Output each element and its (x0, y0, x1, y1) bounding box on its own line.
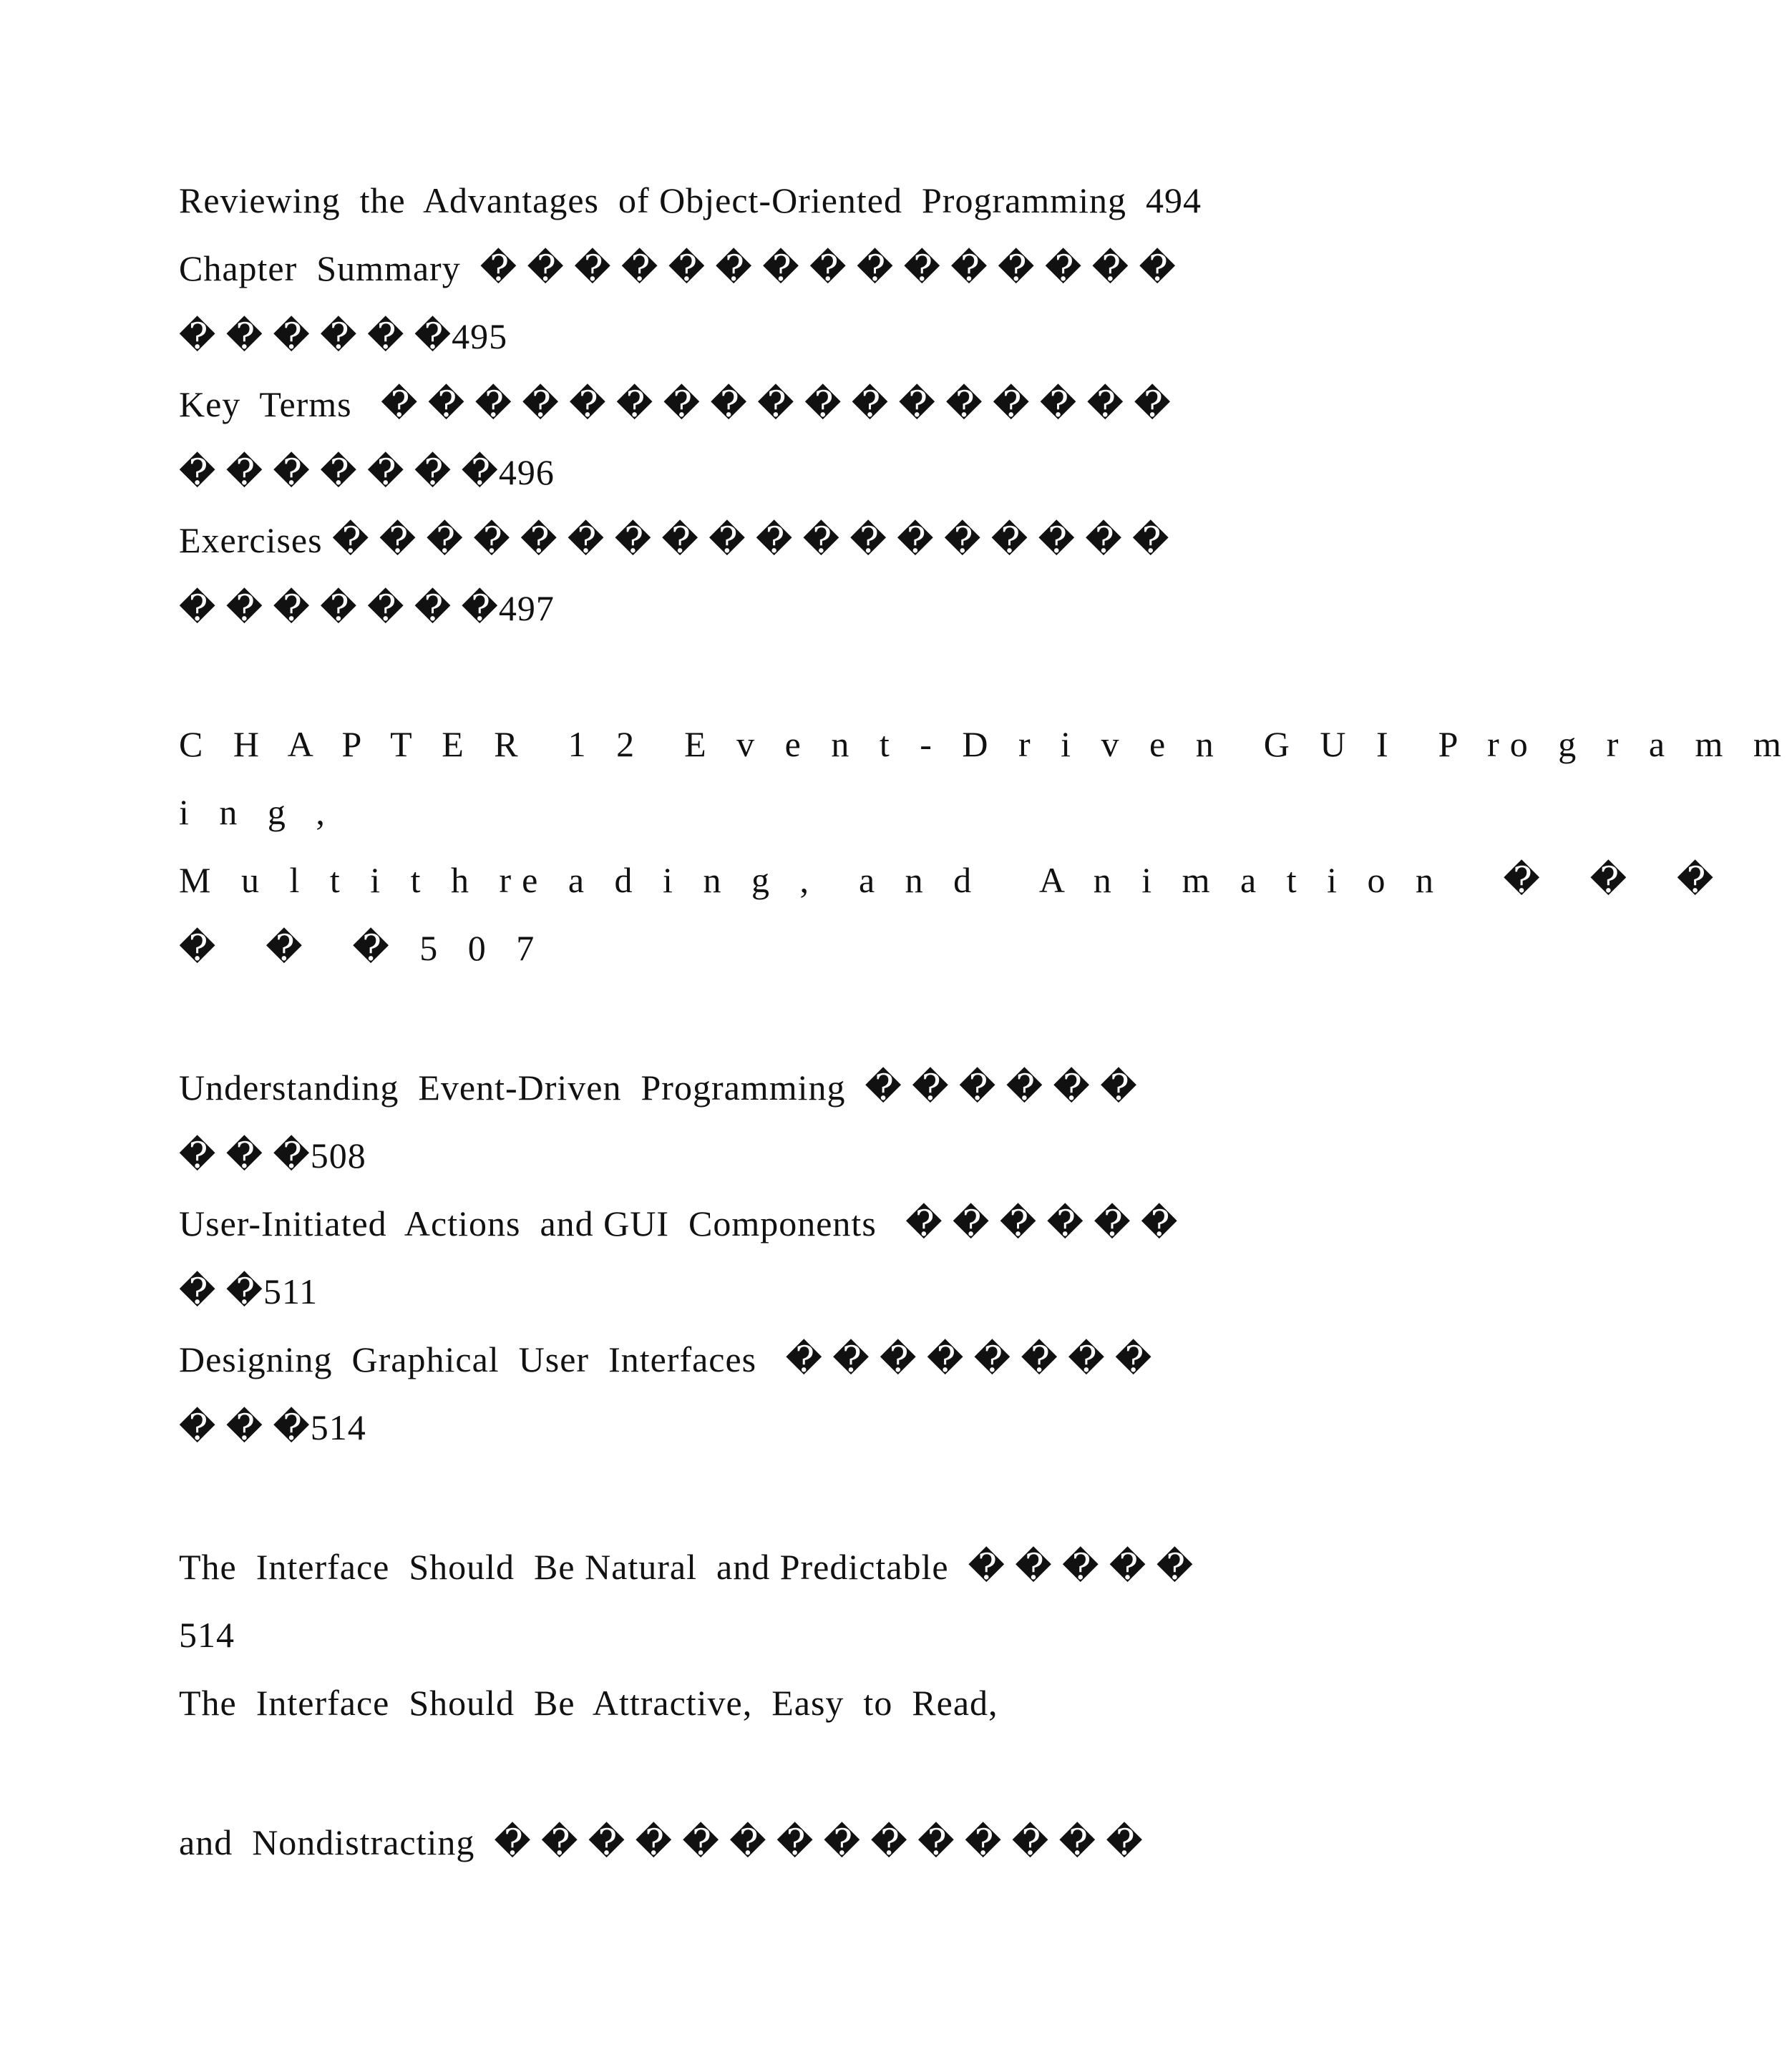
toc-entry-exercises-continued: � � � � � � �497 (179, 588, 555, 628)
toc-entry-designing-guis-continued: � � �514 (179, 1407, 366, 1447)
toc-entry-key-terms-continued: � � � � � � �496 (179, 452, 555, 492)
toc-entry-key-terms: Key Terms � � � � � � � � � � � � � � � � � (179, 384, 1172, 424)
toc-entry-understanding-event-driven: Understanding Event-Driven Programming � � � � � � (179, 1067, 1138, 1108)
chapter-heading-line-3: M u l t i t h re a d i n g , a n d A n i m a t i o n � � � (179, 860, 1725, 900)
toc-entry-reviewing-advantages: Reviewing the Advantages of Object-Oriented Programming 494 (179, 180, 1202, 220)
toc-entry-user-initiated-actions-continued: � �511 (179, 1271, 318, 1311)
toc-entry-designing-guis: Designing Graphical User Interfaces � � � � � � � � (179, 1339, 1153, 1379)
toc-entry-user-initiated-actions: User-Initiated Actions and GUI Components � � � � � � (179, 1203, 1179, 1243)
toc-entry-natural-predictable: The Interface Should Be Natural and Predictable � � � � � (179, 1547, 1194, 1587)
toc-entry-chapter-summary-continued: � � � � � �495 (179, 316, 508, 356)
toc-entry-attractive-easy-to-read: The Interface Should Be Attractive, Easy to Read, (179, 1683, 998, 1723)
toc-entry-natural-predictable-page: 514 (179, 1615, 235, 1655)
chapter-heading-line-4: � � � 5 0 7 (179, 928, 545, 968)
chapter-heading-line-1: C H A P T E R 1 2 E v e n t - D r i v e n G U I P ro g r a m m (179, 724, 1792, 764)
toc-entry-understanding-event-driven-continued: � � �508 (179, 1135, 366, 1176)
toc-entry-chapter-summary: Chapter Summary � � � � � � � � � � � � � � � (179, 248, 1177, 288)
chapter-heading-line-2: i n g , (179, 792, 336, 832)
toc-entry-exercises: Exercises � � � � � � � � � � � � � � � � � � (179, 520, 1170, 560)
toc-entry-nondistracting: and Nondistracting � � � � � � � � � � � � � � (179, 1822, 1144, 1862)
